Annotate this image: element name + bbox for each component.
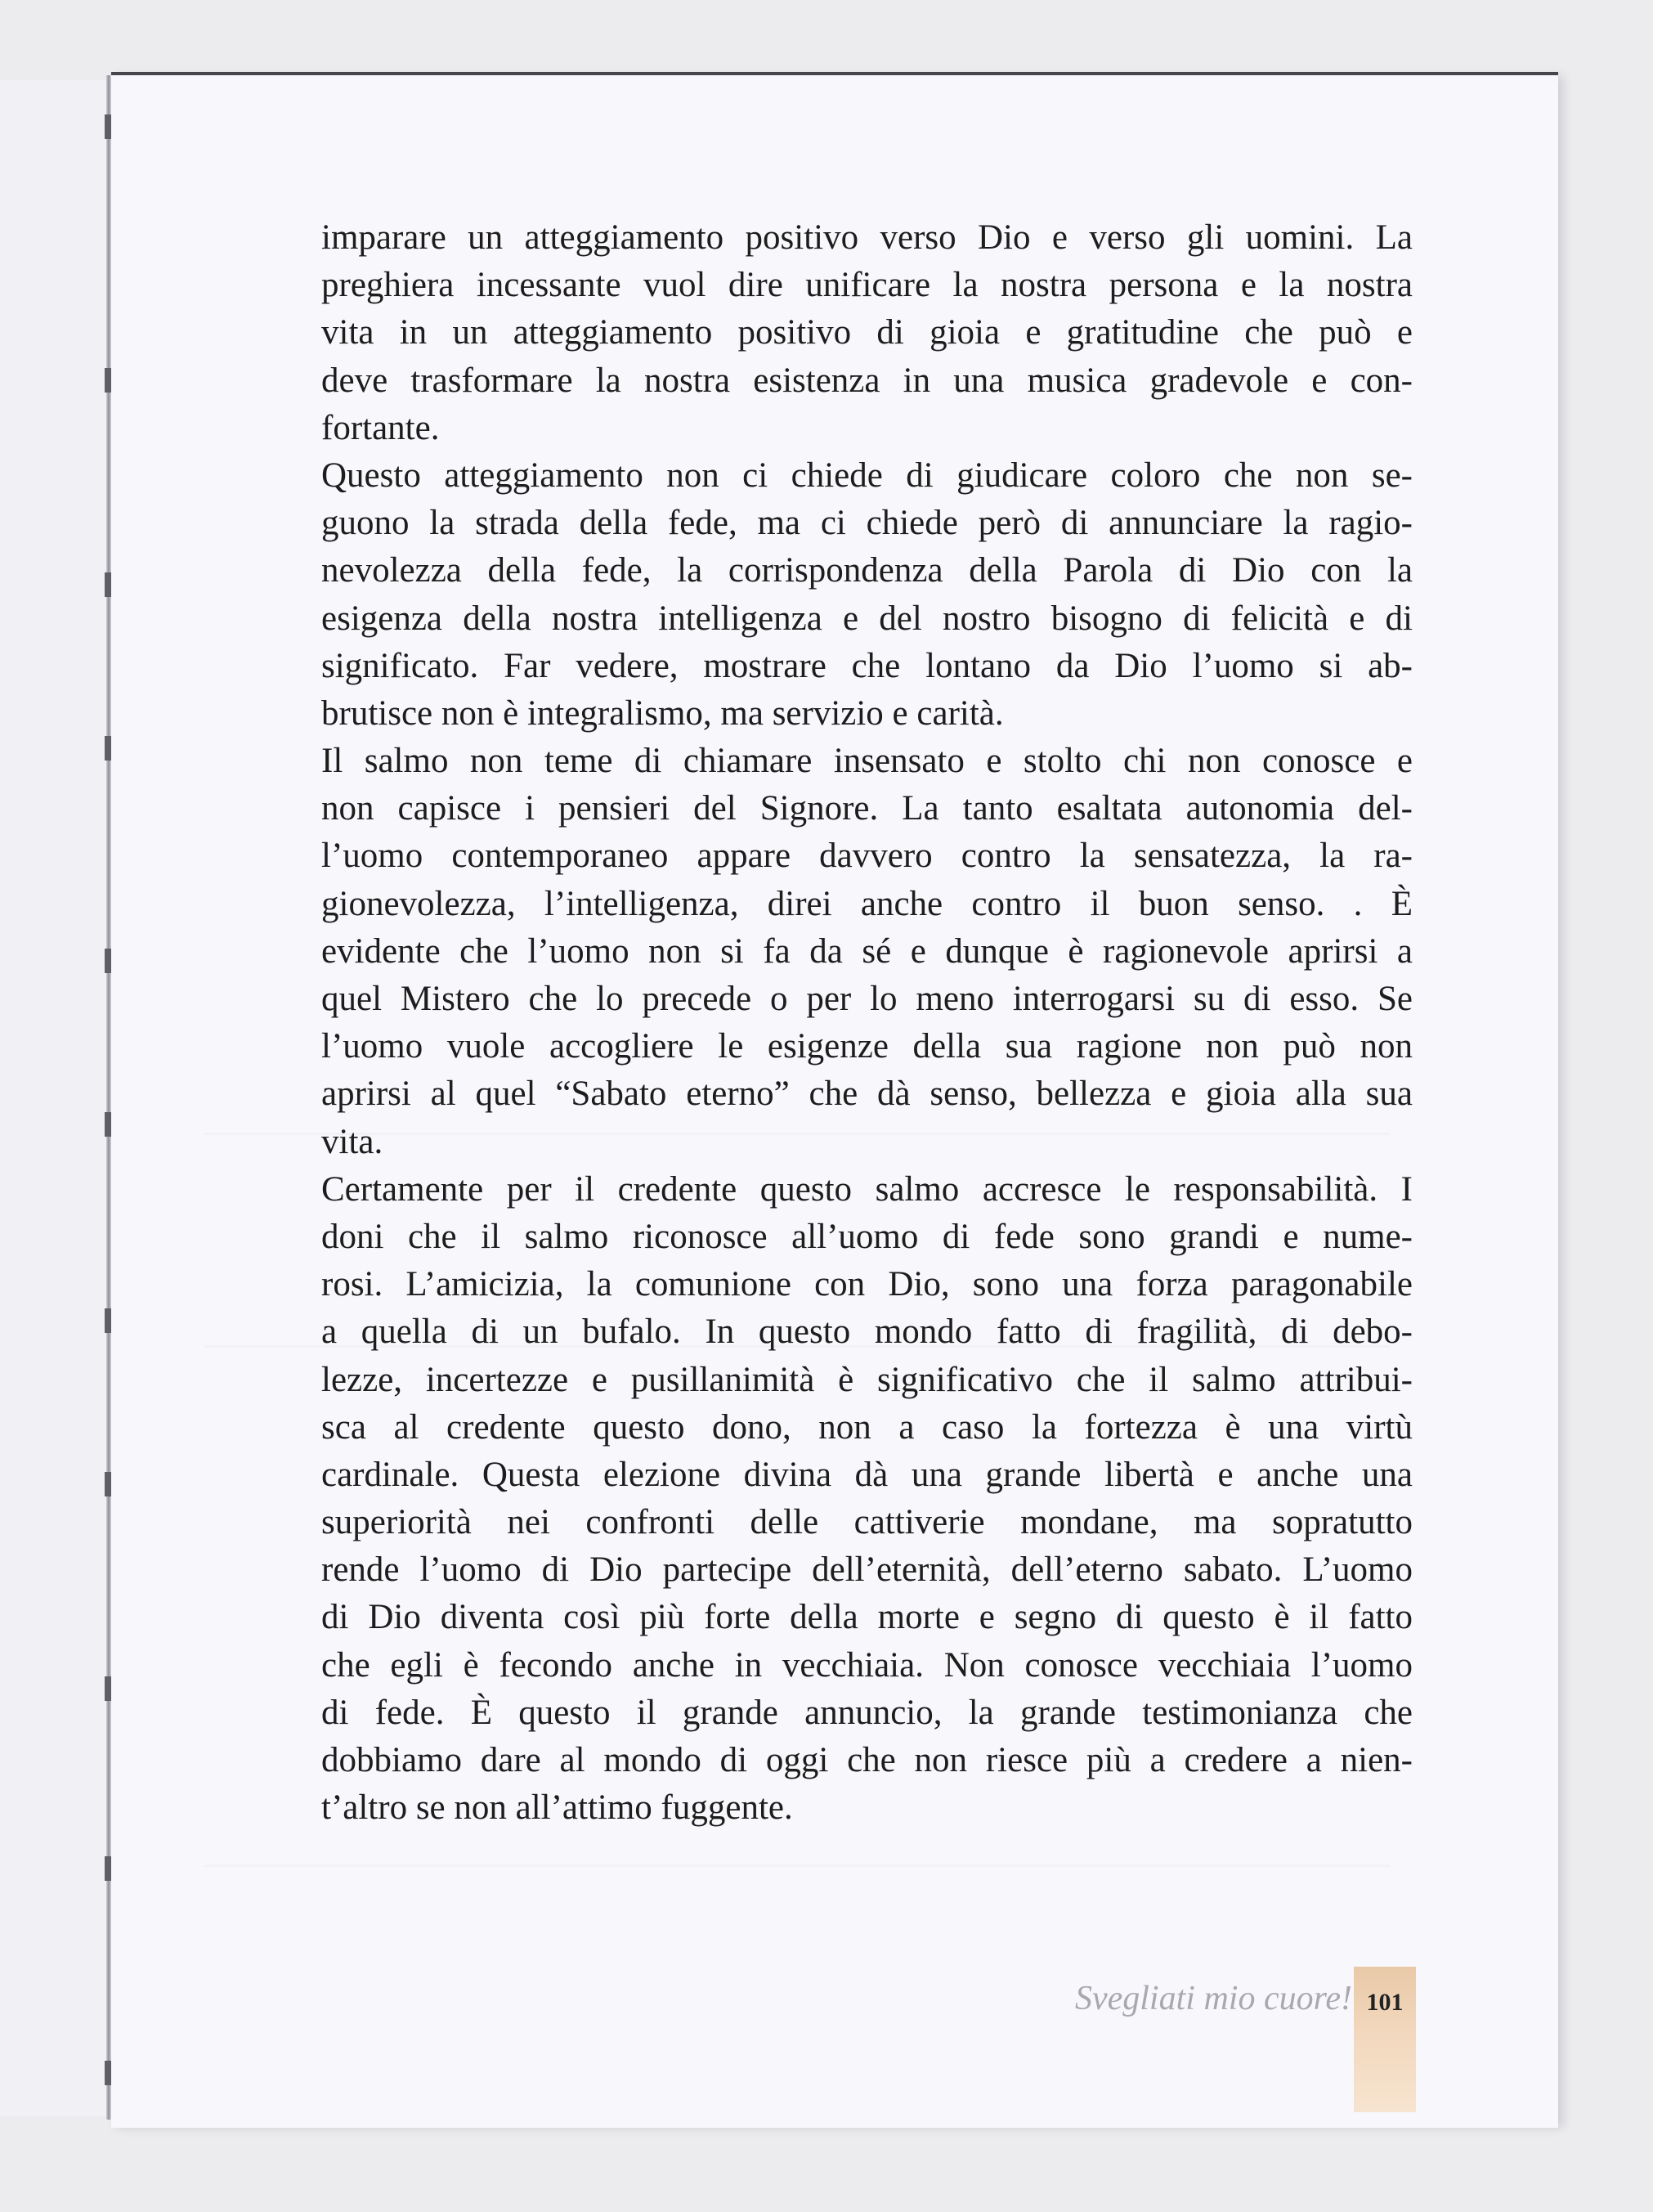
text-line: quel Mistero che lo precede o per lo meno interrogarsi su di esso. Se — [321, 980, 1413, 1018]
text-line: non capisce i pensieri del Signore. La tanto esaltata autonomia del- — [321, 789, 1413, 828]
running-footer-title: Svegliati mio cuore! — [1074, 1980, 1352, 2017]
text-line: guono la strada della fede, ma ci chiede però di annunciare la ragio- — [321, 504, 1413, 543]
text-line: fortante. — [321, 408, 440, 447]
paragraph — [321, 1166, 1413, 1833]
text-line: rosi. L’amicizia, la comunione con Dio, sono una forza paragonabile — [321, 1265, 1413, 1304]
paragraph — [321, 452, 1413, 738]
text-line: di fede. È questo il grande annuncio, la grande testimonianza che — [321, 1693, 1413, 1732]
text-line: cardinale. Questa elezione divina dà una grande libertà e anche una — [321, 1455, 1413, 1494]
text-line: deve trasformare la nostra esistenza in una musica gradevole e con- — [321, 361, 1413, 400]
text-line: gionevolezza, l’intelligenza, direi anche contro il buon senso. . È — [321, 884, 1413, 923]
text-line: vita. — [321, 1122, 383, 1161]
text-line: a quella di un bufalo. In questo mondo fatto di fragilità, di debo- — [321, 1312, 1413, 1352]
page-number: 101 — [1366, 1989, 1404, 2016]
text-line: Certamente per il credente questo salmo accresce le responsabilità. I — [321, 1169, 1413, 1209]
text-line: rende l’uomo di Dio partecipe dell’eternità, dell’eterno sabato. L’uomo — [321, 1550, 1413, 1590]
text-line: Questo atteggiamento non ci chiede di giudicare coloro che non se- — [321, 455, 1413, 495]
text-line: che egli è fecondo anche in vecchiaia. Non conosce vecchiaia l’uomo — [321, 1645, 1413, 1685]
text-line: imparare un atteggiamento positivo verso Dio e verso gli uomini. La — [321, 218, 1413, 257]
text-line: sca al credente questo dono, non a caso la fortezza è una virtù — [321, 1407, 1413, 1447]
text-line: di Dio diventa così più forte della morte e segno di questo è il fatto — [321, 1598, 1413, 1637]
paragraph — [321, 214, 1413, 452]
paragraph — [321, 738, 1413, 1166]
text-line: esigenza della nostra intelligenza e del nostro bisogno di felicità e di — [321, 599, 1413, 638]
text-line: evidente che l’uomo non si fa da sé e dunque è ragionevole aprirsi a — [321, 931, 1413, 971]
text-line: nevolezza della fede, la corrispondenza della Parola di Dio con la — [321, 551, 1413, 590]
bleed-through — [204, 1864, 1390, 1867]
text-line: t’altro se non all’attimo fuggente. — [321, 1788, 793, 1828]
text-line: vita in un atteggiamento positivo di gioia e gratitudine che può e — [321, 313, 1413, 352]
text-line: preghiera incessante vuol dire unificare la nostra persona e la nostra — [321, 266, 1413, 305]
text-line: l’uomo contemporaneo appare davvero contro la sensatezza, la ra- — [321, 837, 1413, 876]
text-line: superiorità nei confronti delle cattiverie mondane, ma sopratutto — [321, 1503, 1413, 1542]
text-line: Il salmo non teme di chiamare insensato e stolto chi non conosce e — [321, 742, 1413, 781]
text-line: dobbiamo dare al mondo di oggi che non riesce più a credere a nien- — [321, 1741, 1413, 1779]
facing-page-edge — [0, 80, 108, 2116]
body-text — [321, 214, 1413, 1832]
text-line: l’uomo vuole accogliere le esigenze della sua ragione non può non — [321, 1027, 1413, 1066]
text-line: significato. Far vedere, mostrare che lontano da Dio l’uomo si ab- — [321, 646, 1413, 685]
text-line: aprirsi al quel “Sabato eterno” che dà senso, bellezza e gioia alla sua — [321, 1075, 1413, 1114]
text-line: lezze, incertezze e pusillanimità è significativo che il salmo attribui- — [321, 1360, 1413, 1399]
text-line: doni che il salmo riconosce all’uomo di fede sono grandi e nume- — [321, 1217, 1413, 1256]
text-line: brutisce non è integralismo, ma servizio e carità. — [321, 693, 1004, 733]
